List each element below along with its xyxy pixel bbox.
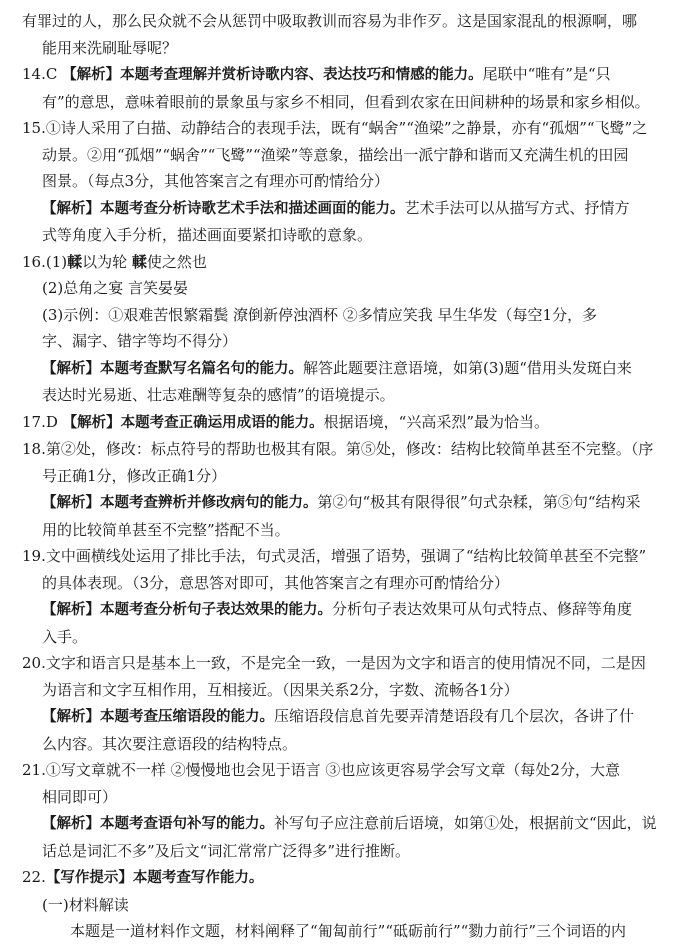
text-line: 式等角度入手分析，描述画面要紧扣诗歌的意象。 (42, 226, 373, 244)
analysis-tag: 【解析】本题考查默写名篇名句的能力。 (42, 360, 303, 377)
text-line: 为语言和文字互相作用，互相接近。（因果关系2分，字数、流畅各1分） (42, 680, 519, 699)
analysis-tag: 【解析】本题考查理解并赏析诗歌内容、表达技巧和情感的能力。 (62, 67, 483, 83)
text-line: 用的比较简单甚至不完整”搭配不当。 (42, 520, 290, 539)
answer-19: 19.文中画横线处运用了排比手法，句式灵活，增强了语势，强调了“结构比较简单甚至不完整” (22, 547, 647, 565)
analysis-18: 【解析】本题考查辨析并修改病句的能力。第②句“极其有限得很”句式杂糅，第⑤句“结构采 (42, 493, 641, 511)
text-line: (2)总角之宴 言笑晏晏 (42, 279, 189, 297)
writing-tip-tag: 【写作提示】本题考查写作能力。 (45, 870, 264, 886)
analysis-tag: 【解析】本题考查正确运用成语的能力。 (62, 414, 324, 431)
analysis-15: 【解析】本题考查分析诗歌艺术手法和描述画面的能力。艺术手法可以从描写方式、抒情方 (42, 198, 630, 217)
analysis-tag: 【解析】本题考查压缩语段的能力。 (42, 709, 274, 725)
answer-18: 18.第②处，修改：标点符号的帮助也极其有限。第⑤处，修改：结构比较简单甚至不完整。（序 (22, 440, 654, 458)
text-line: 本题是一道材料作文题，材料阐释了“匍匐前行”“砥砺前行”“勠力前行”三个词语的内 (70, 922, 627, 940)
text-line: 话总是词汇不多”及后文“词汇常常广泛得多”进行推断。 (42, 841, 411, 860)
text-line: 字、漏字、错字等均不得分） (42, 332, 238, 350)
analysis-tag: 【解析】本题考查语句补写的能力。 (42, 816, 274, 832)
analysis-tag: 【解析】本题考查分析诗歌艺术手法和描述画面的能力。 (42, 200, 405, 217)
section-heading: (一)材料解读 (42, 895, 129, 914)
text-line: (3)示例：①艰难苦恨繁霜鬓 潦倒新停浊酒杯 ②多情应笑我 早生华发（每空1分，多 (42, 305, 598, 324)
answer-15: 15.①诗人采用了白描、动静结合的表现手法，既有“蜗舍”“渔梁”之静景，亦有“孤烟”“飞鹭”之 (22, 119, 648, 137)
text-line: 入手。 (42, 627, 88, 646)
analysis-tag: 【解析】本题考查辨析并修改病句的能力。 (42, 495, 318, 511)
analysis-20: 【解析】本题考查压缩语段的能力。压缩语段信息首先要弄清楚语段有几个层次，各讲了什 (42, 707, 635, 725)
answer-21: 21.①写文章就不一样 ②慢慢地也会见于语言 ③也应该更容易学会写文章（每处2分，大意 (22, 761, 620, 779)
analysis-19: 【解析】本题考查分析句子表达效果的能力。分析句子表达效果可从句式特点、修辞等角度 (42, 600, 633, 618)
text-line: 么内容。其次要注意语段的结构特点。 (42, 734, 298, 753)
text-line: 表达时光易逝、壮志难酬等复杂的感情”的语境提示。 (42, 386, 395, 404)
text-line: 号正确1分，修改正确1分） (42, 466, 227, 485)
answer-16: 16.(1)輮以为轮 輮使之然也 (22, 252, 207, 271)
answer-22: 22.【写作提示】本题考查写作能力。 (22, 868, 264, 886)
text-line: 的具体表现。（3分，意思答对即可，其他答案言之有理亦可酌情给分） (42, 573, 510, 592)
answer-17: 17.D 【解析】本题考查正确运用成语的能力。根据语境，“兴高采烈”最为恰当。 (22, 412, 549, 431)
analysis-16: 【解析】本题考查默写名篇名句的能力。解答此题要注意语境，如第(3)题“借用头发斑白来 (42, 358, 632, 377)
text-line: 相同即可） (42, 787, 118, 806)
answer-20: 20.文字和语言只是基本上一致，不是完全一致，一是因为文字和语言的使用情况不同，二是因 (22, 654, 646, 672)
text-line: 能用来洗刷耻辱呢？ (42, 38, 178, 57)
text-line: 动景。②用“孤烟”“蜗舍”“飞鹭”“渔梁”等意象，描绘出一派宁静和谐而又充满生机的田园 (42, 145, 629, 164)
text-line: 有罪过的人，那么民众就不会从惩罚中吸取教训而容易为非作歹。这是国家混乱的根源啊，哪 (22, 12, 638, 30)
text-line: 图景。（每点3分，其他答案言之有理亦可酌情给分） (42, 172, 390, 190)
analysis-21: 【解析】本题考查语句补写的能力。补写句子应注意前后语境，如第①处，根据前文“因此，说 (42, 814, 657, 832)
analysis-tag: 【解析】本题考查分析句子表达效果的能力。 (42, 602, 332, 618)
answer-14: 14.C 【解析】本题考查理解并赏析诗歌内容、表达技巧和情感的能力。尾联中“唯有”是“只 (22, 65, 611, 83)
text-line: 有”的意思，意味着眼前的景象虽与家乡不相同，但看到农家在田间耕种的场景和家乡相似。 (42, 92, 650, 111)
